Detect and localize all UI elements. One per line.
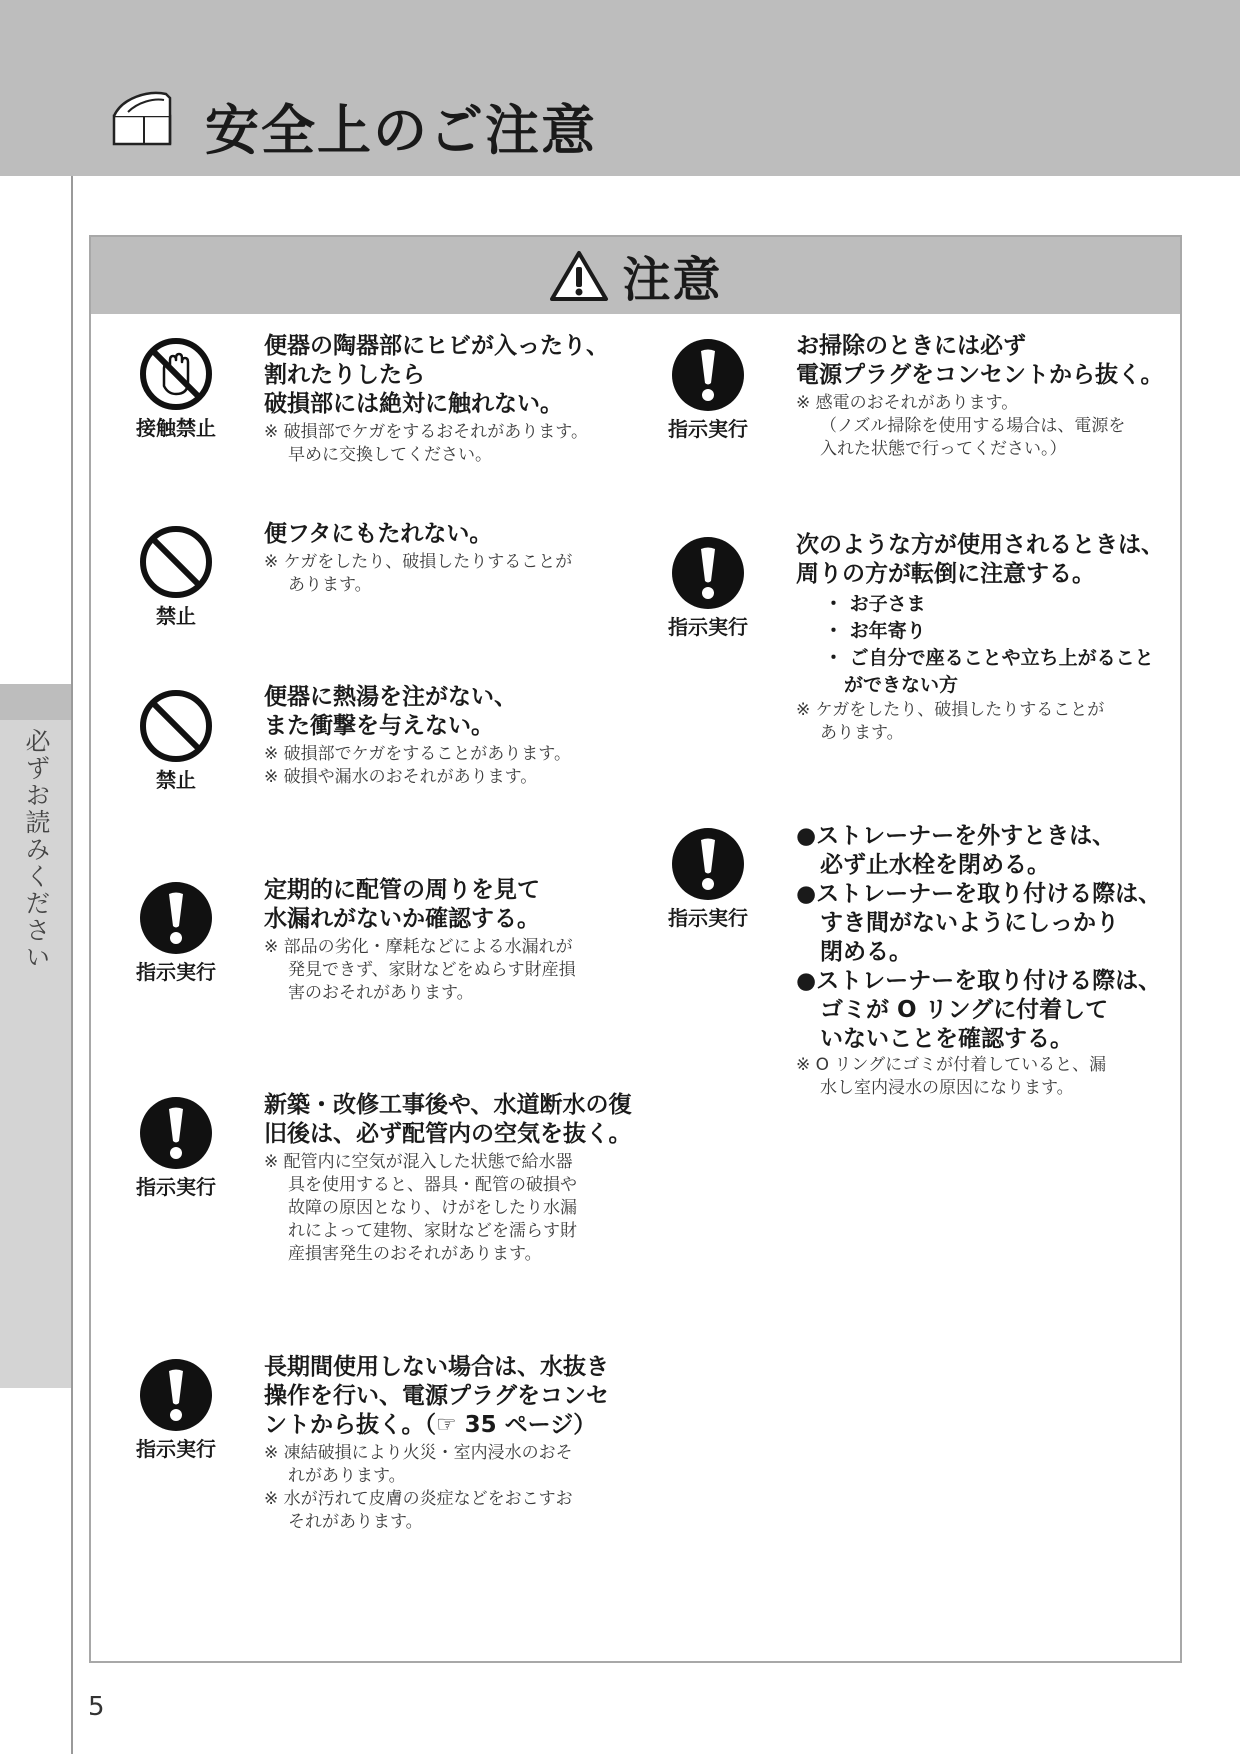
item-text: [796, 332, 1164, 461]
item-text: [796, 531, 1164, 745]
item-note: ※ 部品の劣化・摩耗などによる水漏れが: [264, 937, 573, 957]
symbol-block: [126, 336, 226, 441]
item-note-cont: あります。: [820, 723, 904, 743]
mandatory-icon: [658, 535, 758, 611]
item-note-cont: 具を使用すると、器具・配管の破損や: [288, 1175, 577, 1195]
prohibited-icon: [126, 688, 226, 764]
symbol-block: [126, 1357, 226, 1462]
item-note: ※ 破損部でケガをするおそれがあります。: [264, 422, 588, 442]
item-heading-line: 電源プラグをコンセントから抜く。: [796, 362, 1164, 388]
item-heading-line: 長期間使用しない場合は、水抜き: [264, 1354, 609, 1380]
item-note-cont: 害のおそれがあります。: [288, 983, 474, 1003]
item-note-cont: 発見できず、家財などをぬらす財産損: [288, 960, 576, 980]
instruction-line: ●ストレーナーを取り付ける際は、: [796, 968, 1162, 994]
bullet-item: ・ ご自分で座ることや立ち上がること: [824, 647, 1154, 669]
item-heading-line: 便器の陶器部にヒビが入ったり、: [264, 333, 609, 359]
item-heading-line: また衝撃を与えない。: [264, 713, 494, 739]
item-heading-line: お掃除のときには必ず: [796, 333, 1026, 359]
instruction-line-cont: すき間がないようにしっかり: [820, 910, 1119, 936]
item-note-cont: （ノズル掃除を使用する場合は、電源を: [820, 416, 1126, 436]
no-touch-icon: [126, 336, 226, 412]
item-note: ※ 配管内に空気が混入した状態で給水器: [264, 1152, 573, 1172]
item-text: [264, 520, 572, 597]
item-heading-line: 操作を行い、電源プラグをコンセ: [264, 1383, 609, 1409]
mandatory-icon: [658, 826, 758, 902]
page-title: 安全上のご注意: [205, 99, 597, 162]
symbol-label: 禁止: [156, 768, 196, 792]
symbol-block: [658, 826, 758, 931]
symbol-label: 指示実行: [668, 906, 748, 930]
bullet-item: ・ お子さま: [824, 593, 926, 615]
instruction-line: ●ストレーナーを取り付ける際は、: [796, 881, 1162, 907]
item-note: ※ ケガをしたり、破損したりすることが: [796, 700, 1105, 720]
item-heading-line: 新築・改修工事後や、水道断水の復: [264, 1092, 632, 1118]
header-band: [0, 0, 1240, 176]
instruction-line-cont: ゴミが O リングに付着して: [820, 997, 1109, 1023]
mandatory-icon: [658, 337, 758, 413]
item-text: [264, 683, 571, 789]
side-tab-marker: [0, 684, 71, 720]
symbol-label: 指示実行: [136, 960, 216, 984]
caution-title: 注意: [622, 252, 723, 308]
mandatory-icon: [126, 1095, 226, 1171]
warning-triangle-icon: [548, 249, 610, 303]
item-text: [264, 876, 576, 1005]
item-note-cont: それがあります。: [288, 1512, 423, 1532]
symbol-block: [658, 535, 758, 640]
item-heading-line: 便フタにもたれない。: [264, 521, 493, 547]
symbol-block: [126, 880, 226, 985]
item-note-cont: 産損害発生のおそれがあります。: [288, 1244, 542, 1264]
side-tab-label: 必ずお読みください: [22, 728, 51, 971]
item-note-cont: 故障の原因となり、けがをしたり水漏: [288, 1198, 577, 1218]
item-text: [264, 1353, 609, 1534]
bullet-item: ・ お年寄り: [824, 620, 926, 642]
symbol-block: [126, 688, 226, 793]
prohibited-icon: [126, 524, 226, 600]
item-heading-line: 割れたりしたら: [264, 362, 425, 388]
item-heading-line: ントから抜く。（☞ 35 ページ）: [264, 1412, 597, 1438]
item-note-cont: れがあります。: [288, 1466, 406, 1486]
item-text: [796, 822, 1161, 1100]
symbol-block: [126, 1095, 226, 1200]
item-note: ※ 破損部でケガをすることがあります。: [264, 744, 571, 764]
symbol-block: [658, 337, 758, 442]
item-text: [264, 332, 609, 467]
item-note-cont: れによって建物、家財などを濡らす財: [288, 1221, 577, 1241]
item-note: ※ 感電のおそれがあります。: [796, 393, 1019, 413]
instruction-line-cont: 必ず止水栓を閉める。: [820, 852, 1050, 878]
symbol-label: 指示実行: [668, 615, 748, 639]
item-note-cont: 入れた状態で行ってください。）: [820, 439, 1067, 459]
item-heading-line: 水漏れがないか確認する。: [264, 906, 540, 932]
item-note-cont: 早めに交換してください。: [288, 445, 492, 465]
instruction-line: ●ストレーナーを外すときは、: [796, 823, 1116, 849]
item-heading-line: 便器に熱湯を注がない、: [264, 684, 517, 710]
caution-header: [91, 237, 1180, 314]
toilet-seat-icon: [108, 88, 180, 152]
item-heading-line: 破損部には絶対に触れない。: [264, 391, 563, 417]
item-heading-line: 周りの方が転倒に注意する。: [796, 561, 1095, 587]
item-heading-line: 旧後は、必ず配管内の空気を抜く。: [264, 1121, 632, 1147]
item-note: ※ 破損や漏水のおそれがあります。: [264, 767, 538, 787]
mandatory-icon: [126, 1357, 226, 1433]
page-number: 5: [88, 1692, 105, 1722]
instruction-line-cont: 閉める。: [820, 939, 912, 965]
item-note: ※ 凍結破損により火災・室内浸水のおそ: [264, 1443, 573, 1463]
symbol-label: 指示実行: [136, 1437, 216, 1461]
item-note: ※ O リングにゴミが付着していると、漏: [796, 1055, 1107, 1075]
item-heading-line: 定期的に配管の周りを見て: [264, 877, 540, 903]
symbol-label: 指示実行: [136, 1175, 216, 1199]
symbol-label: 指示実行: [668, 417, 748, 441]
symbol-label: 禁止: [156, 604, 196, 628]
item-note-cont: あります。: [288, 575, 372, 595]
symbol-label: 接触禁止: [136, 416, 216, 440]
item-note-cont: 水し室内浸水の原因になります。: [820, 1078, 1074, 1098]
item-note: ※ ケガをしたり、破損したりすることが: [264, 552, 573, 572]
symbol-block: [126, 524, 226, 629]
item-note: ※ 水が汚れて皮膚の炎症などをおこすお: [264, 1489, 573, 1509]
bullet-item-cont: ができない方: [844, 674, 959, 696]
mandatory-icon: [126, 880, 226, 956]
item-text: [264, 1091, 632, 1266]
instruction-line-cont: いないことを確認する。: [820, 1026, 1073, 1052]
item-heading-line: 次のような方が使用されるときは、: [796, 532, 1164, 558]
left-margin-rule: [71, 176, 73, 1754]
